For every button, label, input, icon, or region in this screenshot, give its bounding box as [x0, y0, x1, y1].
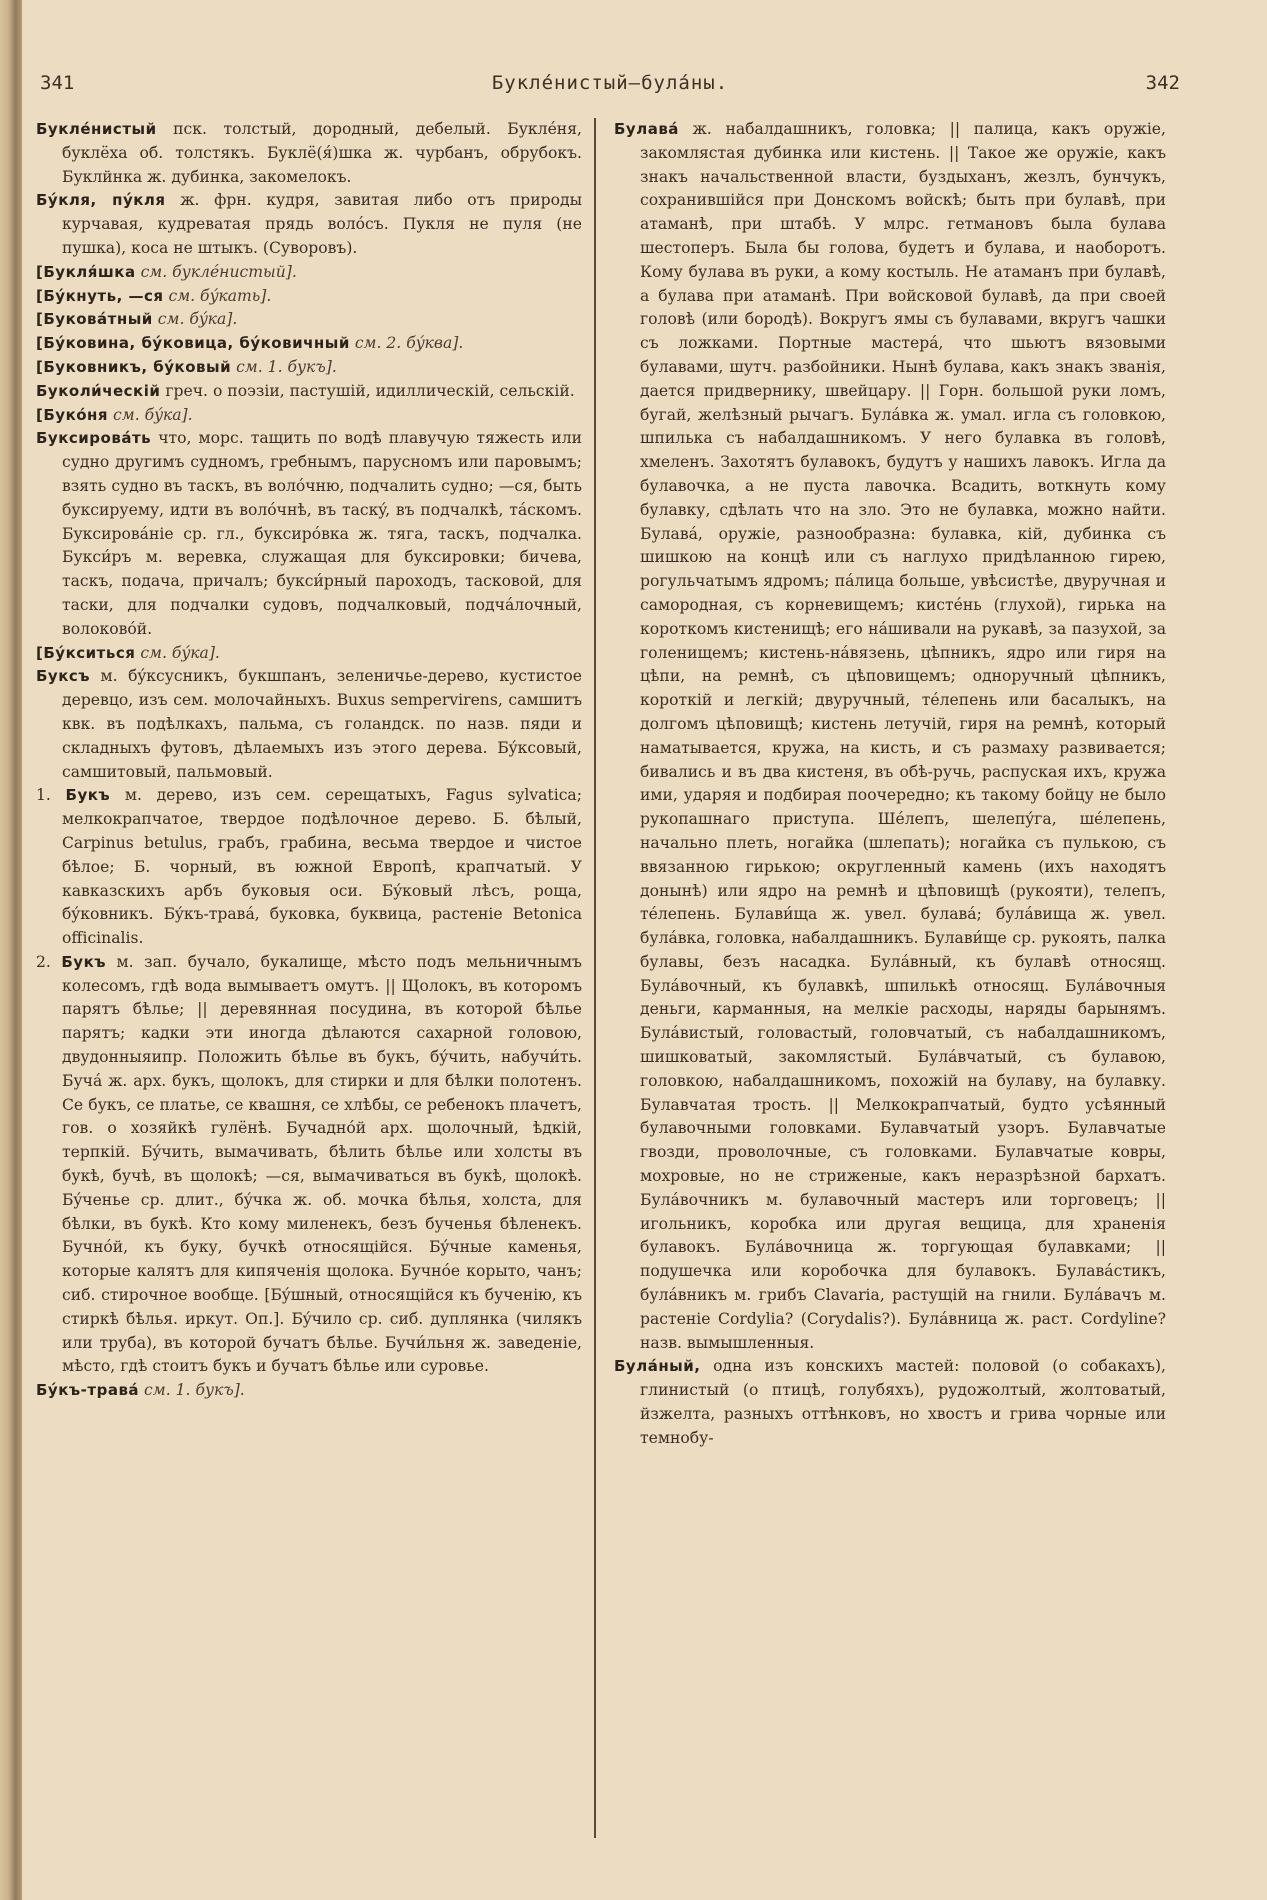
dictionary-entry [614, 118, 1166, 1355]
dictionary-entry [36, 261, 582, 285]
sense-number: 1. [36, 786, 51, 805]
dictionary-entry [36, 308, 582, 332]
headword: Буксировáть [36, 429, 152, 448]
dictionary-entry [36, 951, 582, 1379]
cross-reference: см. бýка]. [157, 310, 238, 329]
headword: Букъ [65, 786, 111, 805]
definition: пск. толстый, дородный, дебелый. Буклéня, буклёха об. толстякъ. Буклё(я́)шка ж. чурбанъ, обрубокъ. Буклйнка ж. дубинка, закомелокъ. [62, 120, 582, 186]
dictionary-entry [614, 1355, 1166, 1450]
dictionary-entry [36, 332, 582, 356]
headword: Бýкля, пýкля [36, 191, 166, 210]
definition: м. зап. бучало, букалище, мѣсто подъ мельничнымъ колесомъ, гдѣ вода вымываетъ омутъ. || Щолокъ, въ которомъ парятъ бѣлье; || деревянная посудина, въ которой бѣлье парятъ; кадки эти иногда дѣлаются сахарной головою, двудонныяипр. Положить бѣлье въ букъ, бýчить, набучи́ть. Бучá ж. арх. букъ, щолокъ, для стирки и для бѣлки полотенъ. Се букъ, се платье, се квашня, се хлѣбы, се ребенокъ плачетъ, гов. о хозяйкѣ гулёнѣ. Бучаднóй арх. щолочный, ѣдкій, терпкій. Бýчить, вымачивать, бѣлить бѣлье или холсты въ букѣ, бучѣ, въ щолокѣ; —ся, вымачиваться въ букѣ, щолокѣ. Бýченье ср. длит., бýчка ж. об. мочка бѣлья, холста, для бѣлки, въ букѣ. Кто кому миленекъ, безъ бученья бѣленекъ. Бучнóй, къ буку, бучкѣ относящійся. Бýчные каменья, которые калятъ для кипяченія щолока. Бучнóе корыто, чанъ; сиб. стирочное вообще. [Бýшный, относящійся къ бученію, къ стиркѣ бѣлья. иркут. Оп.]. Бýчило ср. сиб. дуплянка (чилякъ или труба), въ которой бучатъ бѣлье. Бучи́льня ж. заведеніе, мѣсто, гдѣ стоитъ букъ и бучатъ бѣлье или суровье. [62, 952, 582, 1376]
definition: греч. о поэзіи, пастушій, идиллическій, сельскій. [165, 381, 575, 400]
dictionary-entry [36, 118, 582, 189]
headword: Булáный, [614, 1357, 701, 1376]
headword: [Буковáтный [36, 310, 153, 329]
definition: одна изъ конскихъ мастей: половой (о собакахъ), глинистый (о птицѣ, голубяхъ), рудожолтый, жолтоватый, йзжелта, разныхъ оттѣнковъ, но хвостъ и грива чорные или темнобу- [640, 1357, 1166, 1447]
headword: [Букля́шка [36, 262, 136, 281]
dictionary-entry [36, 665, 582, 784]
definition: ж. набалдашникъ, головка; || палица, какъ оружіе, закомлястая дубинка или кистень. || Такое же оружіе, какъ знакъ начальственной власти, буздыханъ, жезлъ, бунчукъ, сохранившійся при Донскомъ войскѣ; быть при булавѣ, при атаманѣ, при штабѣ. У млрс. гетмановъ была булава шестоперъ. Была бы голова, будетъ и булава, и наоборотъ. Кому булава въ руки, а кому костыль. Не атаманъ при булавѣ, а булава при атаманѣ. При войсковой булавѣ, да при своей головѣ (или бородѣ). Вокругъ ямы съ булавами, вкругъ чашки съ ложками. Портные мастерá, что шьютъ вязовыми булавами, шутч. разбойники. Нынѣ булава, какъ знакъ званія, дается придвернику, швейцару. || Горн. большой руки ломъ, бугай, желѣзный рычагъ. Булáвка ж. умал. игла съ головкою, шпилька съ набалдашникомъ. У него булавка въ головѣ, хмеленъ. Захотятъ булавокъ, будутъ у нашихъ лавокъ. Игла да булавочка, а не пуста лавочка. Всадить, воткнуть кому булавку, сдѣлать что на зло. Это не булавка, можно найти. Булавá, оружіе, разнообразна: булавка, кій, дубинка съ шишкою на концѣ или съ наглухо придѣланною гирею, рогульчатымъ ядромъ; пáлица больше, увѣсистѣе, двуручная и самородная, съ корневищемъ; кистéнь (глухой), гирька на короткомъ кистенищѣ; его нáшивали на рукавѣ, за пазухой, за голенищемъ; кистень-нáвязень, цѣпникъ, ядро или гиря на цѣпи, на ремнѣ, съ цѣповищемъ; одноручный цѣпникъ, короткій и легкій; двуручный, тéлепень или басалыкъ, на долгомъ цѣповищѣ; кистень летучій, гиря на ремнѣ, который наматывается, кружа, на кисть, и съ размаху развивается; бивались и въ два кистеня, въ обѣ-ручь, распуская ихъ, кружа ими, ударяя и подбирая поочередно; къ такому бойцу не было рукопашнаго приступа. Шéлепъ, шелепýга, шéлепень, начально плеть, ногайка (шлепать); ногайка съ пулькою, съ ввязанною гирькою; округленный камень (ихъ находятъ донынѣ) или ядро на ремнѣ и цѣповищѣ (рукояти), телепъ, тéлепень. Булави́ща ж. увел. булавá; булáвища ж. увел. булáвка, головка, набалдашникъ. Булави́ще ср. рукоять, палка булавы, безъ насадка. Булáвный, къ булавѣ относящ. Булáвочный, къ булавкѣ, шпилькѣ относящ. Булáвочныя деньги, карманныя, на мелкіе расходы, наряды барынямъ. Булáвистый, головастый, головчатый, съ набалдашникомъ, шишковатый, закомлястый. Булáвчатый, съ булавою, головкою, набалдашникомъ, похожій на булаву, на булавку. Булавчатая трость. || Мелкокрапчатый, будто усѣянный булавочными головками. Булавчатый узоръ. Булавчатые гвозди, проволочные, съ головками. Булавчатые ковры, мохровые, но не стриженые, какъ неразрѣзной бархатъ. Булáвочникъ м. булавочный мастеръ или торговецъ; || игольникъ, коробка или другая вещица, для храненія булавокъ. Булáвочница ж. торгующая булавками; || подушечка или коробочка для булавокъ. Булавáстикъ, булáвникъ м. грибъ Clavaria, растущій на гнили. Булáвачъ м. растеніе Cordylia? (Corydalis?). Булáвница ж. раст. Cordyline? назв. вымышленныя. [640, 120, 1166, 1352]
definition: м. дерево, изъ сем. серещатыхъ, Fagus sylvatica; мелкокрапчатое, твердое подѣлочное дерево. Б. бѣлый, Carpinus betulus, грабъ, грабина, весьма твердое и чистое бѣлое; Б. чорный, въ южной Европѣ, крапчатый. У кавказскихъ арбъ буковыя оси. Бýковый лѣсъ, роща, бýковникъ. Бýкъ-травá, буковка, буквица, растеніе Betonica officinalis. [62, 786, 582, 948]
definition: м. бýксусникъ, букшпанъ, зеленичье-дерево, кустистое деревцо, изъ сем. молочайныхъ. Buxus sempervirens, самшитъ квк. въ подѣлкахъ, пальма, съ голандск. по назв. пяди и складныхъ футовъ, дѣлаемыхъ изъ этого дерева. Бýксовый, самшитовый, пальмовый. [62, 667, 582, 781]
dictionary-entry [36, 784, 582, 951]
dictionary-entry [36, 1379, 582, 1403]
cross-reference: см. бýкать]. [168, 286, 272, 305]
definition: что, морс. тащить по водѣ плавучую тяжесть или судно другимъ судномъ, гребнымъ, парусномъ или паровымъ; взять судно въ таскъ, въ волóчню, подчалить судно; —ся, быть буксируему, идти въ волóчнѣ, въ таскý, въ подчалкѣ, тáскомъ. Буксировáніе ср. гл., буксирóвка ж. тяга, таскъ, подчалка. Букси́ръ м. веревка, служащая для буксировки; бичева, таскъ, подача, причалъ; букси́рный пароходъ, тасковой, для таски, для подчалки судовъ, подчалковый, подчáлочный, волоковóй. [62, 429, 582, 638]
headword: [Бýкситься [36, 643, 136, 662]
headword: [Бýковина, бýковица, бýковичный [36, 334, 350, 353]
definition: ж. фрн. кудря, завитая либо отъ природы курчавая, кудреватая прядь волóсъ. Пукля не пуля (не пушка), коса не штыкъ. (Суворовъ). [62, 191, 582, 257]
headword: Булавá [614, 120, 679, 138]
cross-reference: см. буклéнистый]. [140, 262, 297, 281]
book-binding-edge [0, 0, 22, 1900]
headword: Буколи́ческій [36, 381, 161, 400]
dictionary-entry [36, 356, 582, 380]
headword: [Букóня [36, 405, 109, 424]
cross-reference: см. 1. букъ]. [144, 1381, 245, 1400]
dictionary-entry [36, 642, 582, 666]
cross-reference: см. 2. бýква]. [354, 334, 464, 353]
headword: Буклéнистый [36, 120, 157, 138]
headword: Бýкъ-травá [36, 1381, 140, 1400]
headword: Букъ [61, 952, 107, 971]
right-column [614, 118, 1166, 1451]
cross-reference: см. 1. букъ]. [236, 357, 337, 376]
cross-reference: см. бýка]. [113, 405, 193, 424]
page-number-left: 341 [40, 72, 75, 94]
dictionary-entry [36, 189, 582, 260]
dictionary-entry [36, 427, 582, 641]
headword: [Бýкнуть, —ся [36, 286, 164, 305]
headword: Буксъ [36, 667, 91, 686]
headword: [Буковникъ, бýковый [36, 357, 232, 376]
running-header [40, 72, 1180, 102]
page-title: Буклéнистый—булáны. [491, 72, 729, 94]
sense-number: 2. [36, 952, 51, 971]
dictionary-entry [36, 404, 582, 428]
dictionary-entry [36, 285, 582, 309]
left-column [36, 118, 582, 1403]
dictionary-entry [36, 380, 582, 404]
page-number-right: 342 [1145, 72, 1180, 94]
cross-reference: см. бýка]. [140, 643, 220, 662]
column-divider [594, 118, 596, 1838]
